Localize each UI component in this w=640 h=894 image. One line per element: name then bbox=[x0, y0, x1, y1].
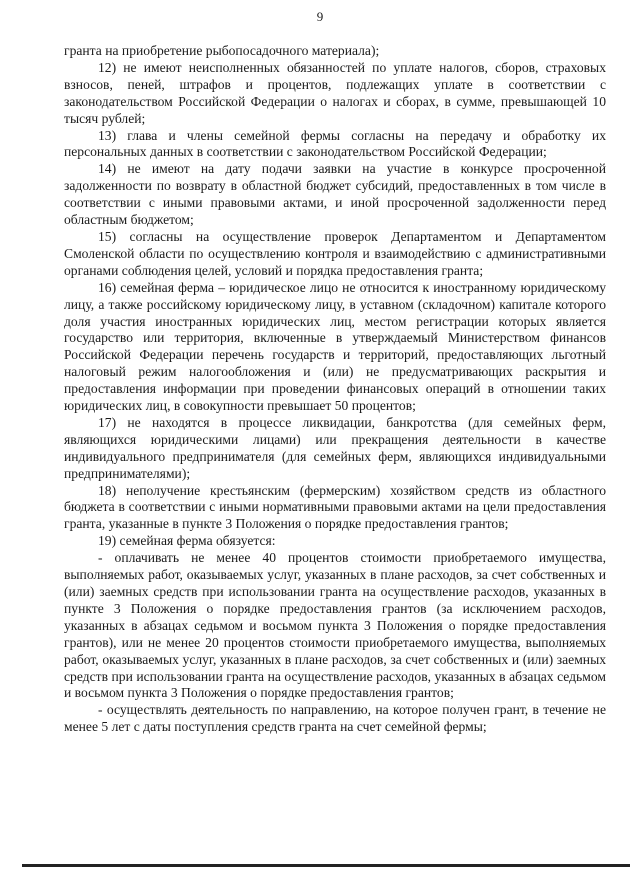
paragraph-item-17: 17) не находятся в процессе ликвидации, банкротства (для семейных ферм, являющихся юридическими лицами) или прекращения деятельности в качестве индивидуального предпринимателя (для семейных ферм, являющихся индивидуальными предпринимателями); bbox=[64, 414, 606, 481]
paragraph-continuation: гранта на приобретение рыбопосадочного материала); bbox=[64, 43, 380, 58]
paragraph-item-16: 16) семейная ферма – юридическое лицо не относится к иностранному юридическому лицу, а также российскому юридическому лицу, в уставном (складочном) капитале которого доля участия иностранных юридических лиц, местом регистрации которых является государство или территория, включенные в утверждаемый Министерством финансов Российской Федерации перечень государств и территорий, предоставляющих льготный налоговый режим налогообложения и (или) не предусматривающих раскрытия и предоставления информации при проведении финансовых операций в отношении таких юридических лиц, в совокупности превышает 50 процентов; bbox=[64, 279, 606, 414]
scan-bottom-edge bbox=[22, 864, 630, 867]
paragraph-item-12: 12) не имеют неисполненных обязанностей по уплате налогов, сборов, страховых взносов, пеней, штрафов и процентов, подлежащих уплате в соответствии с законодательством Российской Федерации о налогах и сборах, в сумме, превышающей 10 тысяч рублей; bbox=[64, 59, 606, 126]
paragraph-obligation-activity: - осуществлять деятельность по направлению, на которое получен грант, в течение не менее 5 лет с даты поступления средств гранта на счет семейной фермы; bbox=[64, 702, 606, 735]
page-number: 9 bbox=[316, 9, 324, 24]
paragraph-item-14: 14) не имеют на дату подачи заявки на участие в конкурсе просроченной задолженности по возврату в областной бюджет субсидий, предоставленных в том числе в соответствии с иными правовыми актами, и иной просроченной задолженности перед областным бюджетом; bbox=[64, 161, 606, 228]
paragraph-obligation-payment: - оплачивать не менее 40 процентов стоимости приобретаемого имущества, выполняемых работ, оказываемых услуг, указанных в плане расходов, за счет собственных и (или) заемных средств при использовании гранта на осуществление расходов, указанных в пункте 3 Положения о порядке предоставления грантов (за исключением расходов, указанных в абзацах седьмом и восьмом пункта 3 Положения о порядке предоставления грантов), или не менее 20 процентов стоимости приобретаемого имущества, выполняемых работ, оказываемых услуг, указанных в плане расходов, за счет собственных и (или) заемных средств при использовании гранта на осуществление расходов, указанных в абзацах седьмом и восьмом пункта 3 Положения о порядке предоставления грантов; bbox=[64, 550, 606, 701]
paragraph-item-15: 15) согласны на осуществление проверок Департаментом и Департаментом Смоленской области по осуществлению контроля и взаимодействию с административными органами соблюдения целей, условий и порядка предоставления гранта; bbox=[64, 228, 606, 278]
paragraph-item-18: 18) неполучение крестьянским (фермерским) хозяйством средств из областного бюджета в соответствии с иными нормативными правовыми актами на цели предоставления гранта, указанные в пункте 3 Положения о порядке предоставления грантов; bbox=[64, 482, 606, 532]
paragraph-item-13: 13) глава и члены семейной фермы согласны на передачу и обработку их персональных данных в соответствии с законодательством Российской Федерации; bbox=[64, 127, 606, 160]
paragraph-item-19: 19) семейная ферма обязуется: bbox=[98, 533, 276, 549]
document-body bbox=[64, 43, 606, 736]
